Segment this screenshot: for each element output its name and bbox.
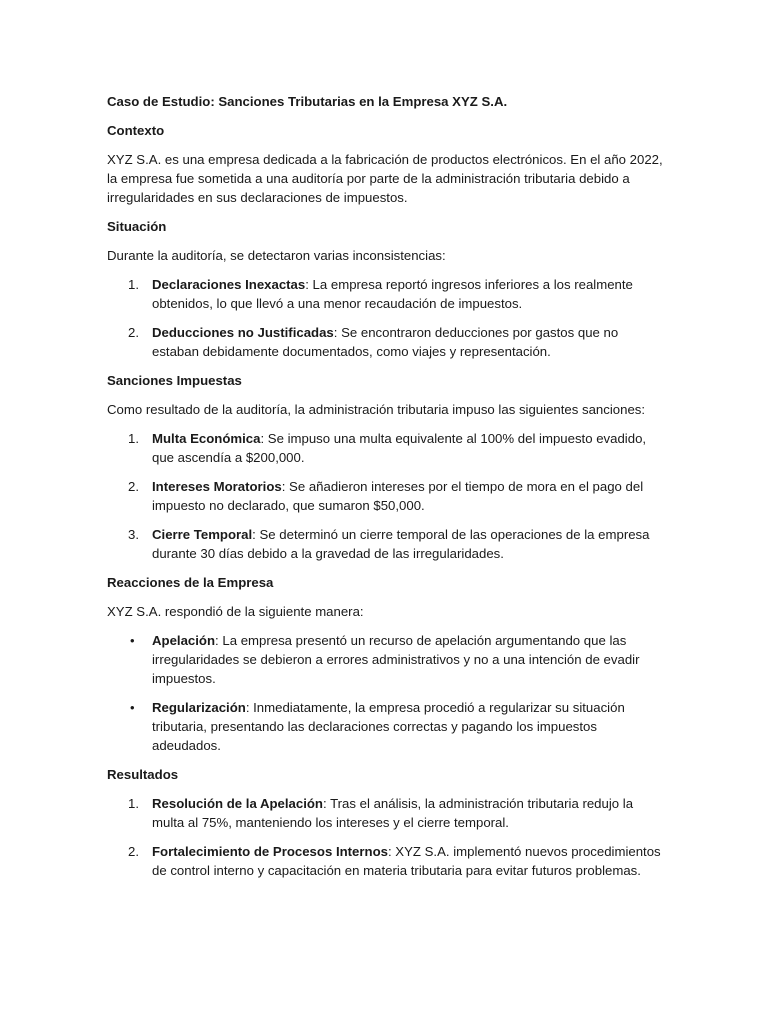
list-item-text: : XYZ S.A. implementó nuevos procedimientos de control interno y capacitación en materia tributaria para evitar futuros problemas. <box>152 844 661 878</box>
list-item-text: : Tras el análisis, la administración tributaria redujo la multa al 75%, manteniendo los intereses y el cierre temporal. <box>152 796 634 830</box>
list-item <box>107 698 668 755</box>
situacion-intro: Durante la auditoría, se detectaron varias inconsistencias: <box>107 248 446 263</box>
list-marker: 2. <box>128 479 139 494</box>
section-heading-situacion: Situación <box>107 219 167 234</box>
situacion-list <box>107 275 668 361</box>
list-item-term: Cierre Temporal <box>152 527 253 542</box>
sanciones-list <box>107 429 668 563</box>
section-heading-contexto: Contexto <box>107 123 165 138</box>
list-item-term: Regularización <box>152 700 246 715</box>
section-heading-reacciones: Reacciones de la Empresa <box>107 575 274 590</box>
list-item-term: Multa Económica <box>152 431 261 446</box>
bullet-icon: • <box>130 700 135 715</box>
list-item <box>107 525 668 563</box>
list-item-text: : Se encontraron deducciones por gastos que no estaban debidamente documentados, como viajes y representación. <box>152 325 619 359</box>
section-heading-resultados: Resultados <box>107 767 179 782</box>
list-item-term: Intereses Moratorios <box>152 479 282 494</box>
list-item-text: : La empresa presentó un recurso de apelación argumentando que las irregularidades se debieron a errores administrativos y no a una intención de evadir impuestos. <box>152 633 640 686</box>
bullet-icon: • <box>130 633 135 648</box>
list-marker: 1. <box>128 796 139 811</box>
list-item-term: Deducciones no Justificadas <box>152 325 334 340</box>
list-item <box>107 842 668 880</box>
list-item-text: : Se añadieron intereses por el tiempo de mora en el pago del impuesto no declarado, que sumaron $50,000. <box>152 479 644 513</box>
list-item <box>107 429 668 467</box>
list-item-text: : La empresa reportó ingresos inferiores a los realmente obtenidos, lo que llevó a una menor recaudación de impuestos. <box>152 277 633 311</box>
contexto-paragraph: XYZ S.A. es una empresa dedicada a la fabricación de productos electrónicos. En el año 2022, la empresa fue sometida a una auditoría por parte de la administración tributaria debido a irregularidades en sus declaraciones de impuestos. <box>107 152 663 205</box>
list-item-term: Declaraciones Inexactas <box>152 277 306 292</box>
list-marker: 2. <box>128 844 139 859</box>
list-item <box>107 794 668 832</box>
document-title: Caso de Estudio: Sanciones Tributarias en la Empresa XYZ S.A. <box>107 94 508 109</box>
resultados-list <box>107 794 668 880</box>
list-marker: 3. <box>128 527 139 542</box>
list-item-term: Fortalecimiento de Procesos Internos <box>152 844 388 859</box>
list-marker: 1. <box>128 431 139 446</box>
list-item <box>107 477 668 515</box>
list-item-term: Resolución de la Apelación <box>152 796 323 811</box>
reacciones-list <box>107 631 668 755</box>
list-item-term: Apelación <box>152 633 216 648</box>
reacciones-intro: XYZ S.A. respondió de la siguiente manera: <box>107 604 364 619</box>
list-item <box>107 323 668 361</box>
list-marker: 2. <box>128 325 139 340</box>
list-item-text: : Inmediatamente, la empresa procedió a regularizar su situación tributaria, presentando las declaraciones correctas y pagando los impuestos adeudados. <box>152 700 625 753</box>
section-heading-sanciones: Sanciones Impuestas <box>107 373 242 388</box>
list-item <box>107 631 668 688</box>
list-item-text: : Se determinó un cierre temporal de las operaciones de la empresa durante 30 días debido a la gravedad de las irregularidades. <box>152 527 650 561</box>
list-item-text: : Se impuso una multa equivalente al 100% del impuesto evadido, que ascendía a $200,000. <box>152 431 647 465</box>
list-marker: 1. <box>128 277 139 292</box>
list-item <box>107 275 668 313</box>
sanciones-intro: Como resultado de la auditoría, la administración tributaria impuso las siguientes sanciones: <box>107 402 646 417</box>
